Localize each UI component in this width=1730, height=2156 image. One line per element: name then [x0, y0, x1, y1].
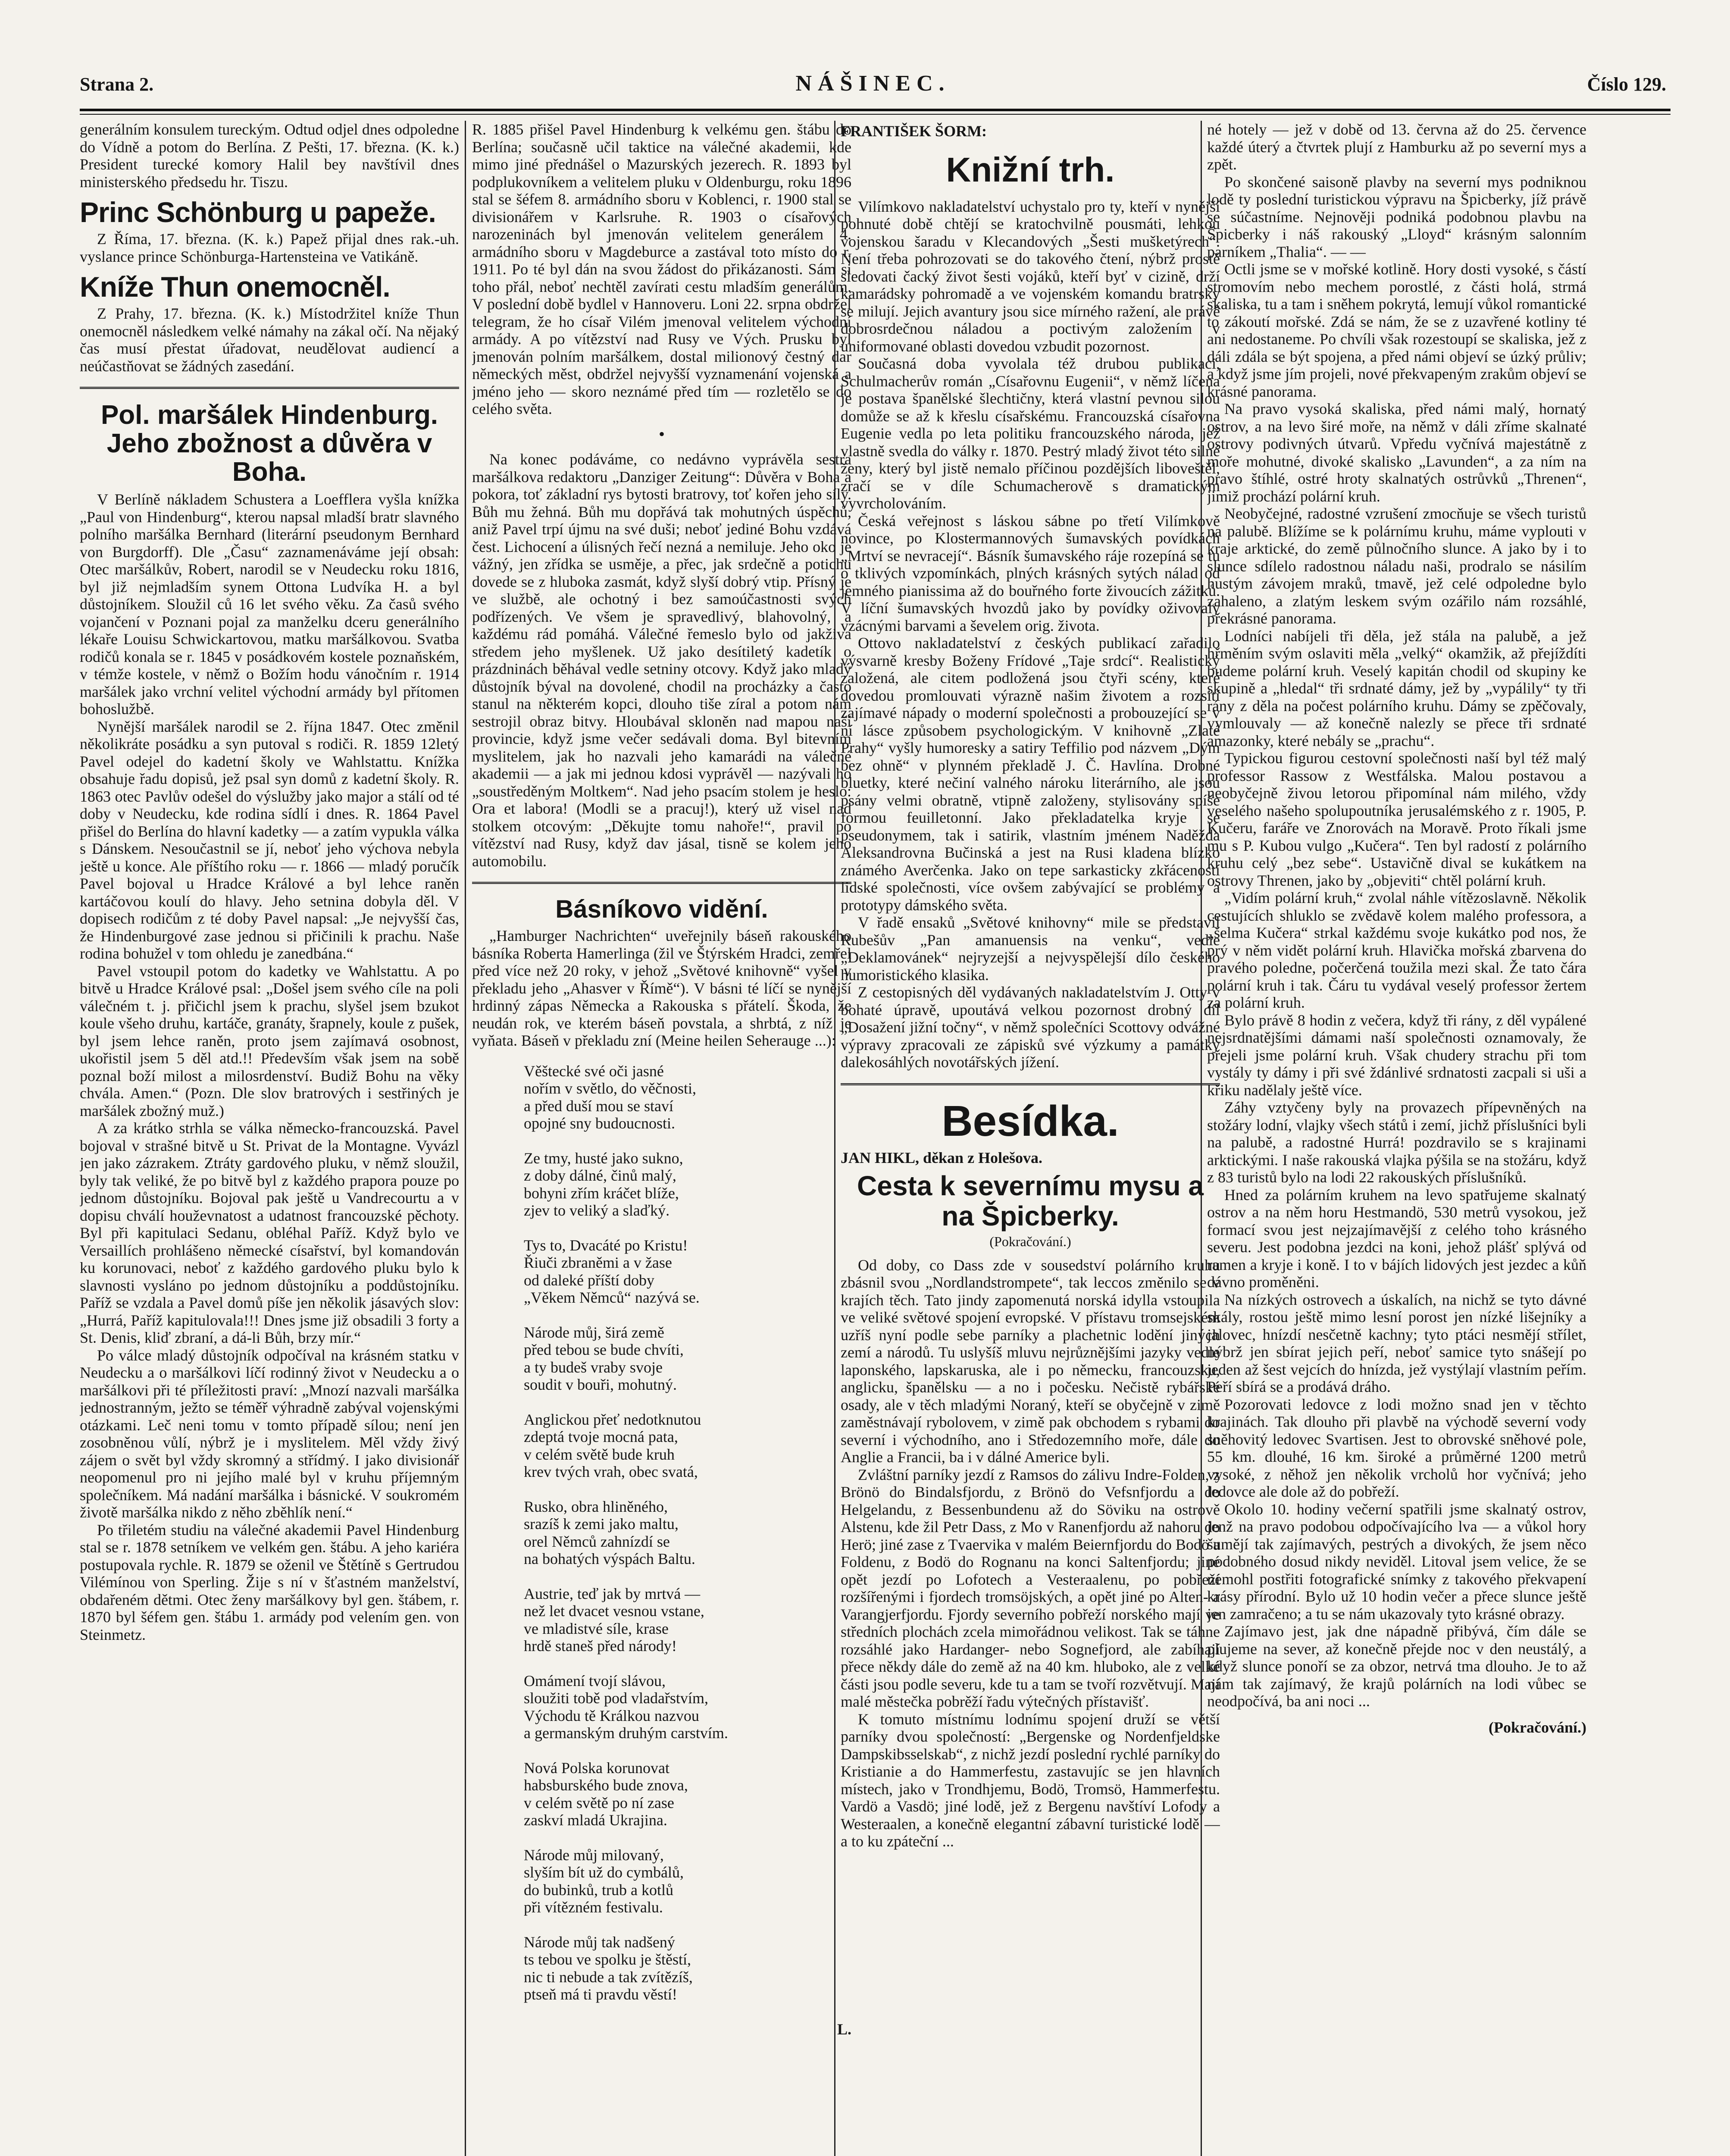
article-text: Česká veřejnost s láskou sábne po třetí Vilímkově novince, po Klostermannových šumavských povídkách „Mrtví se nevracejí“. Básník šumavského ráje rozepíná se tu o tklivých vzpomínkách, plných krásných sytých nálad od jemného pianissima až do bouřného forte živoucích zážitků. V líční šumavských hvozdů jako by povídky oživovaly vzácnými barvami a ševelem orig. života. [841, 512, 1220, 634]
article-text: Z cestopisných děl vydávaných nakladatelstvím J. Otty v bohaté úpravě, upoutává velkou pozornost drobný díl „Dosažení jižní točny“, v němž společníci Scottovy odvážné výpravy zpracovali ze zápisků své výzkumy a památky dalekosáhlých novotářských jížení. [841, 984, 1220, 1071]
article-text: Zvláštní parníky jezdí z Ramsos do zálivu Indre-Folden, z Brönö do Bindalsfjordu, z Brönö do Vefsnfjordu a do Helgelandu, z Bessenbundenu až do Söviku na ostrově Alstenu, kde žil Petr Dass, z Mo v Ranenfjordu až nahoru do Herö; jiné zase z Tvaervika v malém Beiernfjordu do Bodö a Foldenu, z Bodö do Rognanu na konci Saltenfjordu; jiné opět jezdí po Lofotech a Vesteraalenu, po pobřeží rozšířenými i fjordech tromsöjských, a opět jiné po Alten- a Varangjerfjordu. Fjordy severního pobřeží norského mají ve středních plochách zcela mimořádnou velikost. Tak se táhne rozsáhlé jako Hardanger- nebo Sognefjord, ale zabíhají přece někdy dále do země až na 40 km. hluboko, ale z velké části jsou podle severu, kde tu a tam se tvoří rozvětvují. Mají malé městečka pobrěží řadu výtečných přístavišť. [841, 1466, 1220, 1710]
column-divider [465, 121, 466, 2156]
article-text: A za krátko strhla se válka německo-francouzská. Pavel bojoval v strašné bitvě u St. Privat de la Montagne. Vyvázl jen jako zázrakem. Ztráty gardového pluku, v němž sloužil, byly tak veliké, že po bitvě byl z každého prapora pouze po jednom důstojníku. Bojoval pak ještě u Vandrecourtu a v dopisu chválí houževnatost a udatnost francouzské pěchoty. Byl při kapitulaci Sedanu, obléhal Paříž. Když bylo ve Versaillích prohlášeno německé císařství, byl komandován ku korunovaci, neboť z každého gardového pluku bylo k slavnosti vysláno po jednom důstojníku a poddůstojníku. Paříž se vzdala a Pavel domů píše jen několik jásavých slov: „Hurrá, Paříž kapitulovala!!! Dnes jsme již obsadili 3 forty a St. Denis, kliď zbraní, a dá-li Bůh, brzy mír.“ [80, 1119, 459, 1346]
article-text: Okolo 10. hodiny večerní spatřili jsme skalnatý ostrov, jenž na pravo podobou odpočívajícího lva — a vůkol hory šumějí tak zajímavých, pestrých a divokých, že jsem něco podobného dosud nikdy neviděl. Litoval jsem velice, že se nemohl postřiti fotografické snímky z takového překvapení krásy přírodní. Bylo už 10 hodin večer a přece slunce ještě jen zamračeno; a tu se nám ukazovaly tyto krásné obrazy. [1207, 1500, 1586, 1623]
article-text: „Hamburger Nachrichten“ uveřejnily báseň rakouského básníka Roberta Hamerlinga (žil ve Štýrském Hradci, zemřel před více než 20 roky, v jehož „Světové knihovně“ vyšel v překladu jeho „Ahasver v Římě“). V básni té líčí se nynější hrdinný zápas Německa a Rakouska s přátelí. Škoda, že neudán rok, ve kterém báseň povstala, a shrbtá, z níž je vyňata. Báseň v překladu zní (Meine heilen Seherauge ...): [472, 927, 851, 1049]
article-text: Od doby, co Dass zde v sousedství polárního kruhu zbásnil svou „Nordlandstrompete“, tak leccos změnilo se v krajích těch. Tato jindy zapomenutá norská idylla vstoupila ve veliké světové spojení evropské. V přístavu tromsejském uzříš nyní podle sebe parníky a plachetnic lodění jiných zemí a národů. Tu uslyšíš mluvu nejrůznějšími jazyky vedle laponského, lapskaruska, ale i po německu, francouzsku, anglicku, španělsku — a no i počesku. Nečistě rybářské osady, ale v těch mladými Noraný, kteří se obyčejně v zimě zaměstnávají rybolovem, v zimě pak obchodem s rybami do severní i východního, ano i Středozemního moře, dále do Anglie a Francii, ba i v dálné Americe byli. [841, 1256, 1220, 1466]
article-separator [80, 387, 459, 389]
page-number: Strana 2. [80, 74, 154, 95]
article-text: Nynější maršálek narodil se 2. října 1847. Otec změnil několikráte posádku a syn putoval s rodiči. R. 1859 12letý Pavel odejel do kadetní školy ve Wahlstattu. Knížka obsahuje řadu dopisů, jež psal syn domů z kadetní školy. R. 1863 otec Pavlův odešel do výslužby jako major a stálí od té doby v Neudecku, kde rodina sídlí i dnes. R. 1864 Pavel přišel do Berlína do hlavní kadetky — a zatím vypukla válka s Dánskem. Nesoučastnil se jí, neboť jeho výchova nebyla ještě u konce. Ale příštího roku — r. 1866 — mladý poručík Pavel bojoval u Hradce Králové a byl lehce raněn kartáčovou koulí do hlavy. Jeho setnina dobyla děl. V dopisech rodičům z té doby Pavel napsal: „Je nejvyšší čas, že Hindenburgové zase jednou si přičinili k prachu. Naše rodina bohužel v tom ohledu je zanedbána.“ [80, 718, 459, 962]
article-text: Po třiletém studiu na válečné akademii Pavel Hindenburg stal se r. 1878 setníkem ve velkém gen. štábu. A jeho kariéra postupovala rychle. R. 1879 se oženil ve Štětíně s Gertrudou Vilémínou von Sperling. Žije s ní v šťastném manželství, obdařeném dětmi. Otec ženy maršálkovy byl gen. štábem, r. 1870 byl šéfem gen. štábu 1. armády pod velením gen. von Steinmetz. [80, 1521, 459, 1643]
section-separator [841, 1083, 1220, 1085]
article-text: Současná doba vyvolala též drubou publikaci, Schulmacherův román „Císařovnu Eugenii“, v němž líčena je postava španělské šlechtičny, která vlastní pevnou silou domůže se až k křeslu císařskému. Francouzská císařovna Eugenie vedla po leta politiku francouzského národa, jež vlastně svedla do války r. 1870. Pestrý mladý život této silné ženy, který byl jistě nemalo příčinou pozdějších liboveštěl, zračí se v díle Schumacherově s dramatickým vyvrcholováním. [841, 355, 1220, 512]
headline-schonburg: Princ Schönburg u papeže. [80, 196, 436, 228]
poem-stanza: Národe můj tak nadšený ts tebou ve spolku je štěstí, nic ti nebude a tak zvítězíš, ptseň má ti pravdu věstí! [524, 1933, 693, 2003]
page-header [80, 69, 1666, 103]
article-text: Zajímavo jest, jak dne nápadně přibývá, čím dále se plujeme na sever, až konečně přejde noc v den neustálý, a když slunce ponoří se za obzor, netrvá tma dlouho. Je to až nám tak zajímavý, že krajů polárních na lodi vůbec se neodpočívá, ba ani noci ... [1207, 1623, 1586, 1710]
article-text: Pozorovati ledovce z lodi možno snad jen v těchto krajinách. Tak dlouho při plavbě na východě severní vody sněhovitý ledovec Svartisen. Jest to obrovské sněhové pole, 55 km. dlouhé, 16 km. široké a průměrné 1200 metrů vysoké, z něhož jen několik vrcholů hor vyčnívá; jeho ledovce ale dole až do pobřeží. [1207, 1395, 1586, 1500]
header-rule-thin [80, 114, 1671, 115]
column-2 [472, 121, 851, 2156]
article-text: Typickou figurou cestovní společnosti naší byl též malý professor Rassow z Westfálska. Malou postavou a neobyčejně živou letorou připomínal nám milého, vždy veselého našeho spolupoutníka jerusalémského z r. 1905, P. Kučeru, faráře ve Znorovách na Moravě. Proto říkali jsme mu s P. Kubou vulgo „Kučera“. Ten byl radostí z polárního kruhu celý „bez sebe“. Ustavičně dival se kukátkem na ostrovy Threnen, jako by „objeviti“ chtěl polární kruh. [1207, 749, 1586, 889]
article-text: V Berlíně nákladem Schustera a Loefflera vyšla knížka „Paul von Hindenburg“, kterou napsal mladší bratr slavného polního maršálka Bernhard (literární pseudonym Bernhard von Burgdorff). Dle „Času“ zaznamenáváme její obsah: Otec maršálkův, Robert, narodil se v Neudecku roku 1816, byl již nejmladším synem Ottona Ludvíka H. a byl důstojníkem. Sloužil ců 16 let svého věku. Za časů svého vojančení v Poznani pojal za manželku dceru generálního lékaře Louisu Schwickartovou, matku maršálkovou. Svatba rodičů konala se r. 1845 v posádkovém kostele poznaňském, v témže kostele, v němž o Božím hodu vánočním r. 1914 maršálek jako vrchní velitel východní armády byl přítomen bohoslužbě. [80, 491, 459, 718]
poem-stanza: Nová Polska korunovat habsburského bude znova, v celém světě po ní zase zaskví mladá Ukrajina. [524, 1759, 688, 1829]
article-text: Na nízkých ostrovech a úskalích, na nichž se tyto dávné skály, rostou ještě mimo lesní porost jen nízké lišejníky a jalovec, hnízdí nesčetně kachny; tyto ptáci nesmějí střílet, nýbrž jen sbírat jejich peří, neboť samice tyto snášejí po jeden až šest vejcích do hnízda, jež vystýlají vlastním peřím. Peří sbírá se a prodává dráho. [1207, 1291, 1586, 1395]
article-text: Po skončené saisoně plavby na severní mys podniknou lodě ty poslední turistickou výpravu na Špicberky, jíž právě se súčastníme. Nejnověji podniká podobnou plavbu na Špicberky i náš rakouský „Lloyd“ krásným salonním parníkem „Thalia“. — — [1207, 173, 1586, 260]
headline-cesta-k-severnimu-mysu: Cesta k severnímu mysu a na Špicberky. [857, 1170, 1204, 1232]
article-text: „Vidím polární kruh,“ zvolal náhle vítězoslavně. Několik cestujících shluklo se zvědavě kolem malého professora, a „šelma Kučera“ strkal každému svoje kukátko pod nos, že prý v něm vidět polární kruh. Hlavička mořská zbarvena do pravého poledne, počerčená toužila mezi skal. Že tato čára polární kruh i tak. Čáru tu vydával veselý professor žertem za polární kruh. [1207, 889, 1586, 1011]
poem-stanza: Anglickou přeť nedotknutou zdeptá tvoje mocná pata, v celém světě bude kruh krev tvých vrah, obec svatá, [524, 1410, 701, 1480]
article-text: Vilímkovo nakladatelství uchystalo pro ty, kteří v nynější pohnuté době chtějí se kratochvilně pousmáti, lehkou vojenskou šaradu v Klecandových „Šesti mušketýrech“. Není třeba pohrozovati se do takového čtení, nýbrž prostě sledovati čacký život šesti vojáků, kteří byť v cizině, drží kamarádsky pohromadě a ve vojenském komandu bratrsky se milují. Jejich avantury jsou sice mírného ražení, ale právě dobrosrdečnou náladou a poctivým založením v uniformované oblasti dovedou vzbudit pozornost. [841, 197, 1220, 355]
poem [472, 1062, 851, 2003]
feature-author: JAN HIKL, děkan z Holešova. [841, 1149, 1043, 1166]
article-text: Ottovo nakladatelství z českých publikací zařadilo výsvarně kresby Boženy Frídové „Taje srdcí“. Realistický založená, ale citem podložená jsou čtyři scény, které dovedou promlouvati výrazně našim životem a rozsití zajímavé nápady o moderní společnosti a probouzející se v ní lásce způsobem psychologickým. V knihovně „Zlaté Prahy“ vyšly humoresky a satiry Teffilio pod názvem „Dým bez ohně“ v plynném překladě J. Č. Havlína. Drobné bluetky, které nečiní valného nároku literárního, ale jsou psány velmi obratně, vtipně založeny, stylisovány spíše formou feuilletonní. Jako překladatelka kryje se pseudonymem, tak i satirik, vlastním jménem Naděžda Aleksandrovna Bučinská a jest na Rusi kladena blízko známého Averčenka. Jako on tepe sarkasticky zkřáceností lidské společnosti, více ovšem zabývající se problémy a prototypy dámského světa. [841, 634, 1220, 914]
article-text: Octli jsme se v mořské kotlině. Hory dosti vysoké, s částí stromovím nebo mechem porostlé, z části holá, strmá skaliska, tu a tam i sněhem pokrytá, lemují vůkol romantické to zákoutí mořské. Zdá se nám, že se z uzavřené kotliny té ani nedostaneme. Po chvíli však rozestoupí se skaliska, jež z dáli zdála se být spojena, a před námi objeví se úzký průliv; a když jsme jím projeli, nové překvapeným zrakům objeví se krásné panorama. [1207, 260, 1586, 400]
headline-thun: Kníže Thun onemocněl. [80, 271, 390, 303]
article-text: Z Prahy, 17. března. (K. k.) Místodržitel kníže Thun onemocněl následkem velké námahy na zákal očí. Na nějaký čas musí přestat úřadovat, neudělovat audiencí a neúčastňovat se žádných zasedání. [80, 305, 459, 375]
article-text: generálním konsulem tureckým. Odtud odjel dnes odpoledne do Vídně a potom do Berlína. Z Pešti, 17. března. (K. k.) President turecké komory Halil bey navštívil dnes ministerského předsedu hr. Tiszu. [80, 121, 459, 191]
article-text: Záhy vztyčeny byly na provazech přípevněných na stožáry lodní, vlajky všech států i zemí, jichž příslušníci byli na palubě, a radostné Hurrá! pozdravilo se s krajinami arktickými. I naše rakouská vlajka pýšila se na stožáru, když z 83 turistů bylo na lodi 22 rakouských příslušníků. [1207, 1099, 1586, 1186]
article-text: Bylo právě 8 hodin z večera, když tři rány, z děl vypálené nejsrdnatějšími dámami naší společnosti oznamovaly, že přejeli jsme polární kruh. Však chudery strachu při tom vystály ty dámy i při své ždánlivé srdnatosti zacpali si uši a křiku nadělaly ještě více. [1207, 1011, 1586, 1099]
article-text: Pavel vstoupil potom do kadetky ve Wahlstattu. A po bitvě u Hradce Králové psal: „Došel jsem svého cíle na poli válečném t. j. přičichl jsem k prachu, slyšel jsem bzukot koule všeho druhu, kartáče, granáty, šrapnely, koule z pušek, byl jsem lehce raněn, proto jsem zajímavá osobnost, ukořistil jsem 5 děl atd.!! Především však jsem na sobě poznal boží milost a milosrdenství. Budiž Bohu na věky chvála. Amen.“ (Pozn. Dle slov bratrových i sestřiných je maršálek zbožný muž.) [80, 962, 459, 1119]
article-text: Neobyčejné, radostné vzrušení zmocňuje se všech turistů na palubě. Blížíme se k polárnímu kruhu, máme vyplouti v kraje arktické, do země půlnočního slunce. A jako by i to slunce sdílelo radostnou náladu naši, prodralo se násilím hustým závojem mraků, tmavě, jež celé odpoledne bylo zahaleno, a zlatým leskem svým ozářilo nám rozsáhlé, překrásné panorama. [1207, 505, 1586, 627]
continuation-note: (Pokračování.) [1489, 1718, 1586, 1736]
column-3 [841, 121, 1220, 2156]
headline-hindenburg: Pol. maršálek Hindenburg. Jeho zbožnost a důvěra v Boha. [100, 400, 438, 487]
article-text: Z Říma, 17. března. (K. k.) Papež přijal dnes rak.-uh. vyslance prince Schönburga-Hartensteina ve Vatikáně. [80, 230, 459, 265]
article-text: Na konec podáváme, co nedávno vyprávěla sestra maršálkova redaktoru „Danziger Zeitung“: Důvěra v Boha a pokora, toť základní rys bytosti bratrovy, toť kořen jeho síly. Bůh mu žehná. Bůh mu dopřává tak mohutných úspěchů, aniž Pavel trpí újmu na své duši; neboť jediné Bohu vzdává čest. Lichocení a úlisných řečí nezná a nemiluje. Jeho oko je vážný, jen zřídka se usměje, a přec, jak srdečně a potichu dovede se z hluboka zasmát, když slyší dobrý vtip. Přísný je ve službě, ale ochotný i bez samoúčastnosti svých podřízených. Ve všem je spravedlivý, blahovolný, a každému rád pomáhá. Válečné řemeslo bylo od jakživa středem jeho myšlenek. Už jako desítiletý kadetík o prázdninách běhával vedle setniny otcovy. Když jako mladý důstojník býval na dovolené, chodil na procházky a často stanul na některém kopci, dlouho tiše zíral a potom nám sestrojil obraz bitvy. Hloubával skloněn nad mapou naší provincie, když jsme večer sedávali doma. Byl bitevním myslitelem, jak ho nazvali jeho kamarádi na válečné akademii — a jak mi jednou kdosi vyprávěl — nazývali ho „soustředěným Moltkem“. Nad jeho psacím stolem je heslo: Ora et labora! (Modli se a pracuj!), který už visel nad stolkem otcovým: „Děkujte tomu nahoře!“, pravil po vítězství nad Rusy, když dav jásal, tisně se kolem jeho automobilu. [472, 451, 851, 870]
section-title-besidka: Besídka. [942, 1097, 1119, 1145]
article-text: né hotely — jež v době od 13. června až do 25. července každé úterý a čtvrtek plují z Hamburku až po severní mys a zpět. [1207, 121, 1586, 173]
poem-stanza: Národe můj milovaný, slyším bít už do cymbálů, do bubinků, trub a kotlů při vítězném festivalu. [524, 1846, 684, 1916]
poem-stanza: Věštecké své oči jasné nořím v světlo, do věčnosti, a před duší mou se staví opojné sny budoucnosti. [524, 1062, 696, 1132]
article-separator [472, 882, 851, 884]
article-text: Hned za polárním kruhem na levo spatřujeme skalnatý ostrov a na něm horu Hestmandö, 530 metrů vysokou, jež formací svou jest nejzajímavější z celého toho krásného severu. Jest podobna jezdci na koni, jehož plášť splývá od ramen a kryje i koně. I to v bájích lidových jest jezdec a kůň dávno proměněni. [1207, 1186, 1586, 1291]
newspaper-title: NÁŠINEC. [795, 71, 951, 96]
poem-stanza: Rusko, obra hliněného, srazíš k zemi jako maltu, orel Němců zahnízdí se na bohatých výspách Baltu. [524, 1498, 695, 1567]
article-text: K tomuto místnímu lodnímu spojení druží se větší parníky dvou společností: „Bergenske og Nordenfjeldske Dampskibsselskab“, z nichž jezdí poslední rychlé parníky do Kristianie a do Hammerfestu, zastavujíc se jen hlavních místech, jako v Trondhjemu, Bodö, Tromsö, Hammerfestu. Vardö a Vasdö; jiné lodě, jež z Bergenu navštíví Lofody a Westeraalen, a konečně elegantní zábavní turistické lodě — a to ku zpáteční ... [841, 1710, 1220, 1850]
article-text: Lodníci nabíjeli tři děla, jež stála na palubě, a jež hřměním svým oslaviti měla „velký“ okamžik, až přejíždíti budeme polární kruh. Veselý kapitán chodil od skupiny ke skupině a „hledal“ tři srdnaté dámy, jež by „vypálily“ ty tři rány z děla na počest polárního kruhu. Dámy se zpěčovaly, vymlouvaly — až konečně nalezly se přece tři srdnaté amazonky, které nebály se „prachu“. [1207, 627, 1586, 749]
column-4 [1207, 121, 1586, 2156]
article-text: Po válce mladý důstojník odpočíval na krásném statku v Neudecku a o maršálkovi líčí rodinný život v Neudecku a o maršálkovi při té příležitosti praví: „Mnozí nazvali maršálka jednostranným, ježto se téměř výhradně zabýval vojenskými otázkami. Leč neni tomu v tomto případě sílou; není jen zosobněnou vůlí, nýbrž je i myslitelem. Měl vždy živý zájem o svět byl vždy skromný a střídmý. I jako divisionář neopomenul pro ni jejího malé byl v kruhu příjemným společníkem. Má nadání maršálka i básnické. V soukromém životě maršálka nikdo z něho zběhlík není.“ [80, 1346, 459, 1521]
section-dot: • [658, 424, 665, 444]
poem-stanza: Austrie, teď jak by mrtvá — než let dvacet vesnou vstane, ve mladistvé síle, krase hrdě staneš před národy! [524, 1585, 704, 1655]
poem-stanza: Ze tmy, husté jako sukno, z doby dálné, činů malý, bohyni zřím kráčet blíže, zjev to veliký a slaďký. [524, 1149, 683, 1219]
header-rule [80, 109, 1671, 111]
poem-stanza: Národe můj, širá země před tebou se bude chvíti, a ty budeš vraby svoje soudit v bouři, mohutný. [524, 1323, 684, 1393]
issue-number: Číslo 129. [1587, 74, 1666, 95]
headline-knizni-trh: Knižní trh. [946, 150, 1115, 189]
article-signature: L. [837, 2020, 851, 2038]
article-text: R. 1885 přišel Pavel Hindenburg k velkému gen. štábu do Berlína; současně učil taktice na válečné akademii, kde mimo jiné přednášel o Mazurských jezerech. R. 1893 byl podplukovníkem a velitelem pluku v Oldenburgu, roku 1896 stal se šéfem 8. armádního sboru v Koblenci, r. 1900 stal se divisionářem v Karlsruhe. R. 1903 o císařových narozeninách byl jmenován velitelem generálem 4. armádního sboru v Magdeburce a zastával toto místo do r. 1911. Po té byl dán na svou žádost do přikázanosti. Sám si toho přál, neboť nechtěl zavírati cestu mladším generálům. V poslední době bydlel v Hannoveru. Loni 22. srpna obdržel telegram, že ho císař Vilém jmenoval velitelem východní armády. A po vítězství nad Rusy ve Vých. Prusku byl jmenován polním maršálkem, dostal milionový čestný dar německých měst, obdržel nejvyšší vyznamenání vojenská a jméno jeho — skoro neznámé před tím — rozletělo se do celého světa. [472, 121, 851, 417]
poem-stanza: Omámení tvojí slávou, sloužiti tobě pod vladařstvím, Východu tě Králkou nazvou a germanským druhým carstvím. [524, 1672, 728, 1742]
article-text: V řadě ensaků „Světové knihovny“ mile se představil Rubešův „Pan amanuensis na venku“, vedle „Deklamovánek“ nejryzejší a nejvyspělejší dílo českého humoristického klasika. [841, 914, 1220, 984]
poem-stanza: Tys to, Dvacáté po Kristu! Řiuči zbraněmi a v žase od daleké příští doby „Věkem Němců“ nazývá se. [524, 1236, 700, 1306]
headline-basnikovo-videni: Básníkovo vidění. [555, 895, 768, 923]
author-name: FRANTIŠEK ŠORM: [841, 122, 987, 140]
article-text: Na pravo vysoká skaliska, před námi malý, hornatý ostrov, a na levo širé moře, na němž v dáli zříme skalnaté ostrovy podivných útvarů. Vpředu vyčnívá majestátně z moře mohutné, divoké skalisko „Lavunden“, a za ním na pravo štíhlé, ostré hroty skalnatých ostrůvků „Threnen“, jimiž prochází polární kruh. [1207, 400, 1586, 505]
continuation-note: (Pokračování.) [989, 1234, 1071, 1249]
column-1 [80, 121, 459, 2156]
